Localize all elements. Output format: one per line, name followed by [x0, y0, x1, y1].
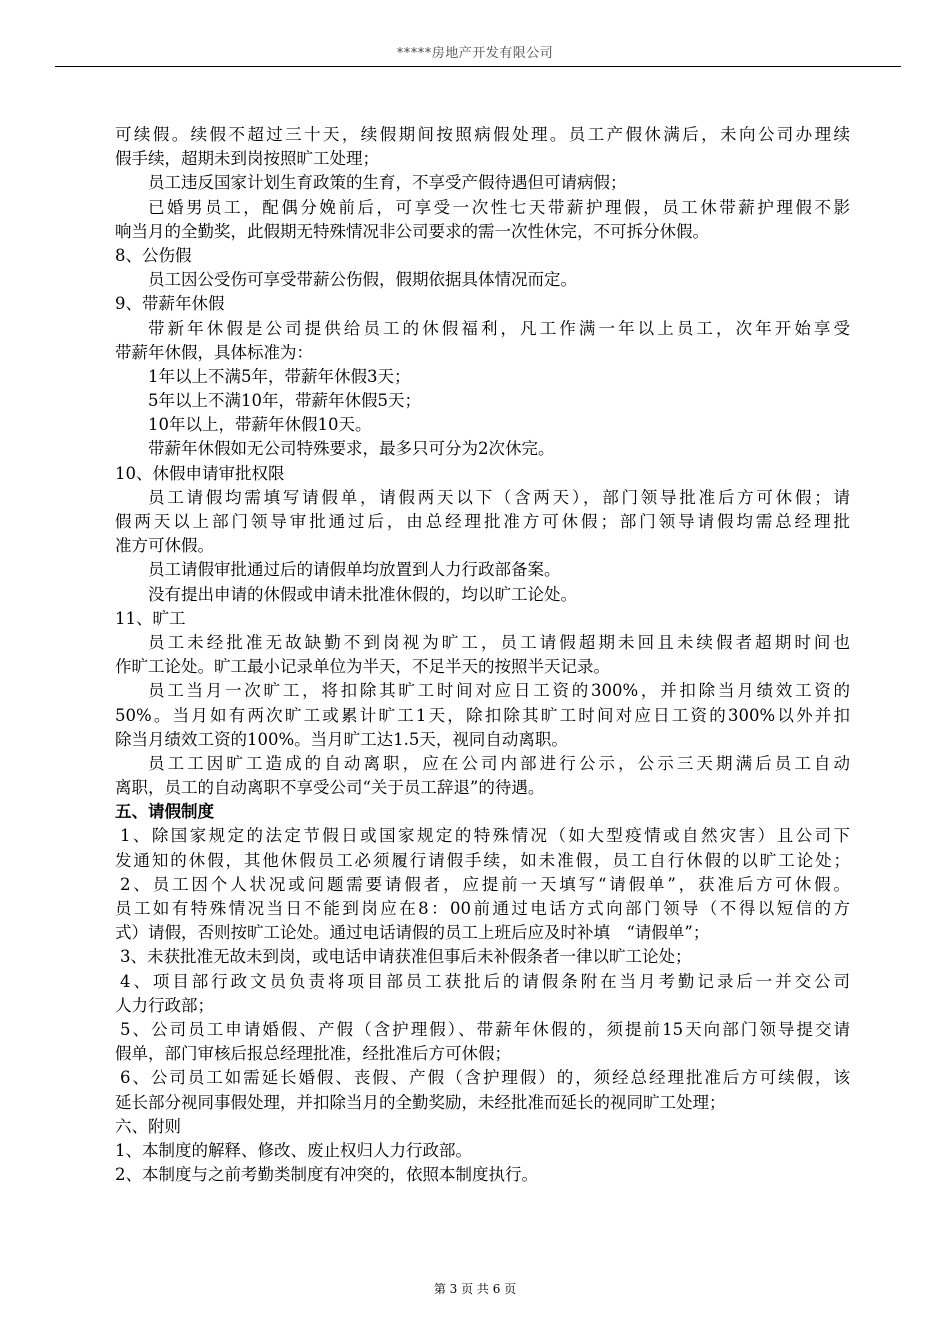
body-line: 6、公司员工如需延长婚假、丧假、产假（含护理假）的，须经总经理批准后方可续假，该: [120, 1068, 850, 1088]
body-line: 员工违反国家计划生育政策的生育，不享受产假待遇但可请病假；: [148, 173, 627, 193]
document-body: [115, 123, 850, 1187]
body-line: 离职，员工的自动离职不享受公司“关于员工辞退”的待遇。: [115, 778, 545, 798]
body-line: 准方可休假。: [115, 536, 214, 556]
body-line: 5年以上不满10年，带薪年休假5天；: [148, 391, 421, 411]
section-heading: 9、带薪年休假: [115, 294, 225, 314]
body-line: 员工如有特殊情况当日不能到岗应在8：00前通过电话方式向部门领导（不得以短信的方: [115, 899, 850, 918]
body-line: 除当月绩效工资的100%。当月旷工达1.5天，视同自动离职。: [115, 729, 568, 749]
body-line: 员工工因旷工造成的自动离职，应在公司内部进行公示，公示三天期满后员工自动: [148, 753, 850, 773]
body-line: 员工未经批准无故缺勤不到岗视为旷工，员工请假超期未回且未续假者超期时间也: [148, 632, 850, 652]
body-line: 1、除国家规定的法定节假日或国家规定的特殊情况（如大型疫情或自然灾害）且公司下: [120, 826, 850, 846]
page-number: 第 3 页 共 6 页: [433, 1282, 517, 1296]
body-line: 3、未获批准无故未到岗，或电话申请获准但事后未补假条者一律以旷工论处；: [120, 947, 692, 967]
body-line: 员工当月一次旷工，将扣除其旷工时间对应日工资的300%，并扣除当月绩效工资的: [148, 681, 850, 701]
body-line: 假单，部门审核后报总经理批准，经批准后方可休假；: [115, 1044, 511, 1064]
section-heading: 10、休假申请审批权限: [115, 463, 285, 483]
body-line: 式）请假，否则按旷工论处。通过电话请假的员工上班后应及时补填 “请假单”；: [115, 923, 710, 943]
body-line: 带薪年休假，具体标准为：: [115, 342, 313, 362]
body-line: 响当月的全勤奖，此假期无特殊情况非公司要求的需一次性休完，不可拆分休假。: [115, 221, 709, 241]
body-line: 带新年休假是公司提供给员工的休假福利，凡工作满一年以上员工，次年开始享受: [148, 318, 850, 338]
body-line: 作旷工论处。旷工最小记录单位为半天，不足半天的按照半天记录。: [115, 657, 610, 677]
header-divider: [55, 66, 901, 67]
body-line: 人力行政部；: [115, 995, 214, 1015]
body-line: 没有提出申请的休假或申请未批准休假的，均以旷工论处。: [148, 584, 577, 604]
body-line: 假两天以上部门领导审批通过后，由总经理批准方可休假；部门领导请假均需总经理批: [115, 512, 850, 531]
body-line: 4、项目部行政文员负责将项目部员工获批后的请假条附在当月考勤记录后一并交公司: [120, 971, 850, 991]
body-line: 可续假。续假不超过三十天，续假期间按照病假处理。员工产假休满后，未向公司办理续: [115, 125, 850, 144]
body-line: 10年以上，带薪年休假10天。: [148, 415, 372, 435]
body-line: 员工请假均需填写请假单，请假两天以下（含两天），部门领导批准后方可休假；请: [148, 487, 850, 507]
body-line: 员工因公受伤可享受带薪公伤假，假期依据具体情况而定。: [148, 270, 577, 290]
chapter-heading: 五、请假制度: [115, 802, 214, 822]
body-line: 发通知的休假，其他休假员工必须履行请假手续，如未准假，员工自行休假的以旷工论处；: [115, 850, 850, 870]
body-line: 2、员工因个人状况或问题需要请假者，应提前一天填写“请假单”，获准后方可休假。: [120, 874, 850, 894]
page-header: *****房地产开发有限公司: [396, 46, 554, 61]
body-line: 已婚男员工，配偶分娩前后，可享受一次性七天带薪护理假，员工休带薪护理假不影: [148, 197, 850, 217]
body-line: 1年以上不满5年，带薪年休假3天；: [148, 366, 411, 386]
body-line: 2、本制度与之前考勤类制度有冲突的，依照本制度执行。: [115, 1165, 538, 1185]
section-heading: 8、公伤假: [115, 245, 192, 265]
section-heading: 11、旷工: [115, 608, 186, 628]
body-line: 1、本制度的解释、修改、废止权归人力行政部。: [115, 1140, 472, 1160]
body-line: 5、公司员工申请婚假、产假（含护理假）、带薪年休假的，须提前15天向部门领导提交请: [120, 1019, 850, 1039]
body-line: 延长部分视同事假处理，并扣除当月的全勤奖励，未经批准而延长的视同旷工处理；: [115, 1092, 726, 1112]
chapter-heading: 六、附则: [115, 1116, 181, 1136]
body-line: 50%。当月如有两次旷工或累计旷工1天，除扣除其旷工时间对应日工资的300%以外并扣: [115, 705, 850, 725]
body-line: 带薪年休假如无公司特殊要求，最多只可分为2次休完。: [148, 439, 555, 459]
body-line: 员工请假审批通过后的请假单均放置到人力行政部备案。: [148, 560, 561, 580]
body-line: 假手续，超期未到岗按照旷工处理；: [115, 149, 379, 169]
